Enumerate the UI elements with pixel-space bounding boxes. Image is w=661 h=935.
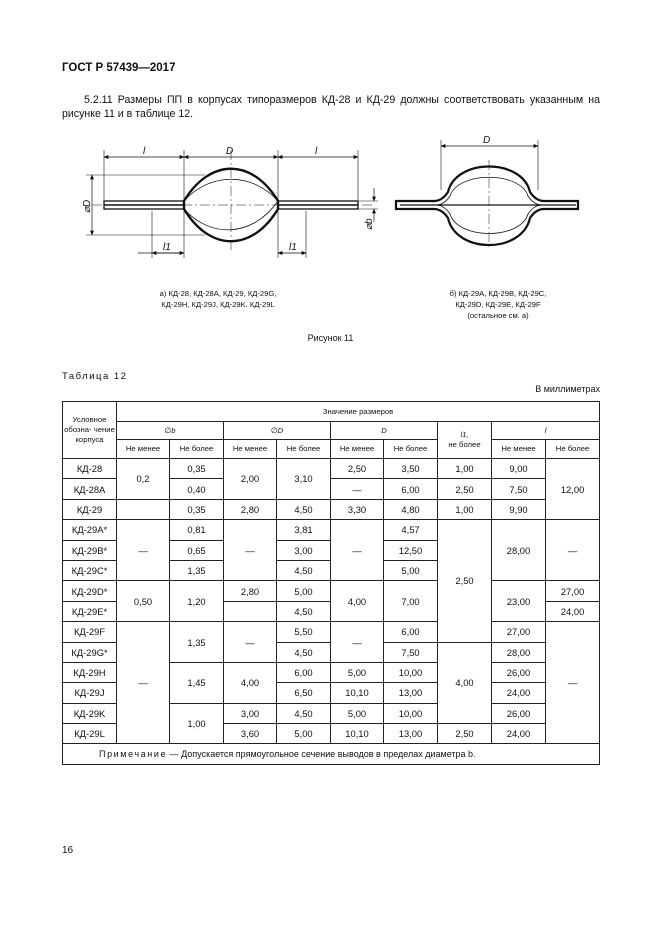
cell-case: КД-29C*: [63, 560, 117, 580]
cell-l-min: 9,90: [492, 499, 546, 519]
cell-case: КД-29B*: [63, 540, 117, 560]
cell-D-max: 10,00: [384, 703, 438, 723]
caption-b: [418, 288, 578, 321]
cell-D-max: 7,00: [384, 581, 438, 622]
cell-D-max: 5,00: [384, 560, 438, 580]
cell-b-max: 1,00: [170, 703, 224, 744]
cell-b-max: 0,35: [170, 459, 224, 479]
caption-a: [118, 288, 318, 310]
cell-D-min: 5,00: [331, 703, 384, 723]
cell-D-max: 12,50: [384, 540, 438, 560]
cell-b-min: [117, 499, 170, 519]
header-values: Значение размеров: [117, 402, 600, 422]
cell-D-max: 6,00: [384, 479, 438, 499]
cell-dD-min: —: [224, 520, 277, 581]
label-D: D: [226, 146, 234, 157]
cell-D-min: 4,00: [331, 581, 384, 622]
cell-dD-max: 5,00: [277, 724, 331, 744]
cell-D-min: 2,50: [331, 459, 384, 479]
label-D-b: D: [483, 135, 491, 146]
cell-b-max: 0,81: [170, 520, 224, 540]
label-l1-right: l1: [289, 242, 297, 253]
cell-l-min: 28,00: [492, 642, 546, 662]
cell-l-min: 24,00: [492, 683, 546, 703]
cell-dD-min: [224, 601, 277, 621]
cell-D-max: 13,00: [384, 724, 438, 744]
header-l1-symbol: l1,: [460, 430, 469, 439]
header-max: Не более: [384, 440, 438, 459]
cell-l-min: 27,00: [492, 622, 546, 642]
cell-dD-max: 3,00: [277, 540, 331, 560]
cell-b-max: 1,35: [170, 560, 224, 580]
cell-b-min: 0,2: [117, 459, 170, 500]
cell-dD-min: 2,80: [224, 581, 277, 601]
cell-D-min: —: [331, 622, 384, 663]
cell-dD-max: 3,81: [277, 520, 331, 540]
table-note: [63, 744, 600, 765]
cell-D-max: 4,80: [384, 499, 438, 519]
cell-l-min: 7,50: [492, 479, 546, 499]
cell-l1: 2,50: [438, 479, 492, 499]
cell-dD-max: 3,10: [277, 459, 331, 500]
cell-D-max: 13,00: [384, 683, 438, 703]
cell-dD-min: —: [224, 622, 277, 663]
cell-dD-max: 6,50: [277, 683, 331, 703]
cell-l1: 4,00: [438, 642, 492, 724]
cell-l1: 2,50: [438, 724, 492, 744]
label-l-right: l: [315, 146, 318, 157]
cell-dD-max: 6,00: [277, 662, 331, 682]
table-row: [63, 581, 600, 601]
header-l: l: [492, 422, 600, 440]
page-number: 16: [62, 845, 74, 856]
cell-dD-min: 3,60: [224, 724, 277, 744]
document-header: ГОСТ Р 57439—2017: [62, 62, 176, 74]
cell-b-min: —: [117, 520, 170, 581]
cell-D-max: 4,57: [384, 520, 438, 540]
header-min: Не менее: [117, 440, 170, 459]
cell-l-max: —: [546, 520, 600, 581]
cell-l1: 1,00: [438, 459, 492, 479]
cell-l-min: 26,00: [492, 703, 546, 723]
table-name: Таблица 12: [62, 371, 128, 382]
cell-l-min: 28,00: [492, 520, 546, 581]
cell-case: КД-29J: [63, 683, 117, 703]
label-l1-left: l1: [163, 242, 171, 253]
note-text: — Допускается прямоугольное сечение выводов в пределах диаметра b.: [167, 749, 476, 760]
header-min: Не менее: [492, 440, 546, 459]
cell-dD-min: 4,00: [224, 662, 277, 703]
cell-l-max: 24,00: [546, 601, 600, 621]
section-paragraph: 5.2.11 Размеры ПП в корпусах типоразмеров КД-28 и КД-29 должны соответствовать указанным на рисунке 11 и в таблице 12.: [62, 94, 600, 120]
cell-case: КД-29F: [63, 622, 117, 642]
cell-b-max: 0,65: [170, 540, 224, 560]
label-l-left: l: [143, 146, 146, 157]
cell-D-min: 10,10: [331, 683, 384, 703]
table-units: В миллиметрах: [535, 384, 600, 394]
cell-case: КД-29E*: [63, 601, 117, 621]
cell-case: КД-29G*: [63, 642, 117, 662]
header-b: ∅b: [117, 422, 224, 440]
cell-dD-max: 4,50: [277, 560, 331, 580]
table-row: [63, 520, 600, 540]
cell-case: КД-29K: [63, 703, 117, 723]
cell-l-min: 9,00: [492, 459, 546, 479]
cell-D-min: 10,10: [331, 724, 384, 744]
cell-D-min: —: [331, 520, 384, 581]
header-max: Не более: [170, 440, 224, 459]
cell-b-max: 1,35: [170, 622, 224, 663]
cell-D-min: 5,00: [331, 662, 384, 682]
table-row: [63, 459, 600, 479]
cell-b-max: 1,20: [170, 581, 224, 622]
cell-dD-max: 4,50: [277, 642, 331, 662]
cell-l-max: —: [546, 622, 600, 744]
cell-dD-max: 5,00: [277, 581, 331, 601]
cell-D-max: 6,00: [384, 622, 438, 642]
cell-l1: 2,50: [438, 520, 492, 642]
caption-a-line1: а) КД-28, КД-28А, КД-29, КД-29G,: [159, 289, 277, 298]
header-min: Не менее: [331, 440, 384, 459]
header-max: Не более: [546, 440, 600, 459]
cell-D-min: —: [331, 479, 384, 499]
drawing-b: [396, 140, 578, 250]
header-dD: ∅D: [224, 422, 331, 440]
cell-D-max: 3,50: [384, 459, 438, 479]
cell-l-min: 26,00: [492, 662, 546, 682]
table-row: [63, 622, 600, 642]
cell-l-max: 12,00: [546, 459, 600, 520]
drawing-a: [86, 150, 378, 258]
cell-case: КД-29: [63, 499, 117, 519]
caption-a-line2: КД-29H, КД-29J, КД-29K. КД-29L: [161, 300, 275, 309]
header-max: Не более: [277, 440, 331, 459]
cell-b-max: 0,35: [170, 499, 224, 519]
cell-case: КД-29H: [63, 662, 117, 682]
cell-D-max: 10,00: [384, 662, 438, 682]
header-case: Условное обозна- чение корпуса: [63, 402, 117, 459]
cell-b-min: —: [117, 622, 170, 744]
header-l1-sub: не более: [448, 440, 481, 449]
cell-dD-min: 3,00: [224, 703, 277, 723]
cell-D-max: 7,50: [384, 642, 438, 662]
cell-dD-max: 4,50: [277, 703, 331, 723]
cell-case: КД-29A*: [63, 520, 117, 540]
caption-b-line3: (остальное см. а): [467, 311, 529, 320]
cell-b-min: 0,50: [117, 581, 170, 622]
figure-title: Рисунок 11: [307, 333, 354, 343]
header-l1: [438, 422, 492, 459]
cell-D-min: 3,30: [331, 499, 384, 519]
header-min: Не менее: [224, 440, 277, 459]
caption-b-line1: б) КД-29A, КД-29B, КД-29C,: [449, 289, 547, 298]
cell-dD-max: 4,50: [277, 601, 331, 621]
cell-case: КД-28: [63, 459, 117, 479]
cell-dD-min: 2,00: [224, 459, 277, 500]
cell-dD-min: 2,80: [224, 499, 277, 519]
table-row: [63, 499, 600, 519]
label-diameter-b: ⌀b: [364, 218, 375, 230]
cell-dD-max: 5,50: [277, 622, 331, 642]
table-12: [62, 401, 600, 765]
label-diameter-D: ⌀D: [82, 199, 93, 213]
cell-l-min: 24,00: [492, 724, 546, 744]
header-D: D: [331, 422, 438, 440]
caption-b-line2: КД-29D, КД-29E, КД-29F: [455, 300, 541, 309]
cell-dD-max: 4,50: [277, 499, 331, 519]
cell-case: КД-29L: [63, 724, 117, 744]
cell-b-max: 0,40: [170, 479, 224, 499]
note-label: Примечание: [99, 749, 168, 760]
cell-case: КД-29D*: [63, 581, 117, 601]
cell-case: КД-28А: [63, 479, 117, 499]
cell-l-max: 27,00: [546, 581, 600, 601]
cell-b-max: 1,45: [170, 662, 224, 703]
cell-l-min: 23,00: [492, 581, 546, 622]
cell-l1: 1,00: [438, 499, 492, 519]
figure-11-drawing: [0, 0, 661, 330]
